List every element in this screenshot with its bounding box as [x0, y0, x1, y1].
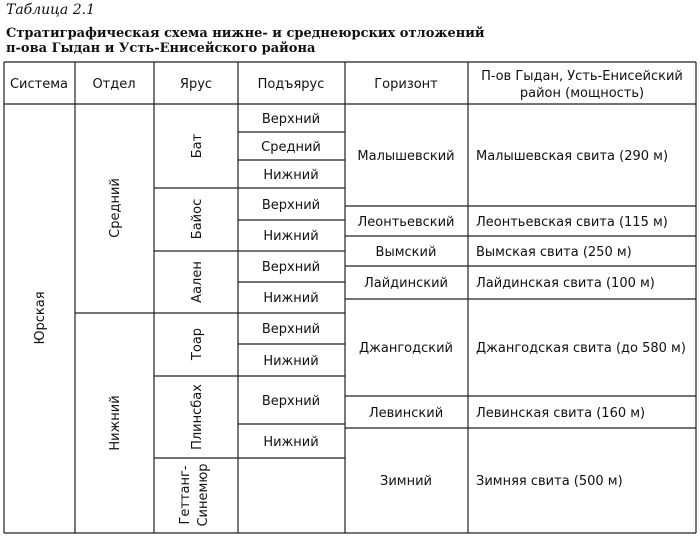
header-horizon: Горизонт	[374, 77, 438, 92]
substage-bat-middle: Средний	[261, 140, 321, 155]
horizon-zimny: Зимний	[380, 474, 432, 489]
header-region-line-2: район (мощность)	[519, 86, 645, 101]
header-substage: Подъярус	[257, 77, 325, 92]
horizon-laidinsky: Лайдинский	[363, 276, 449, 291]
suite-vymsky: Вымская свита (250 м)	[476, 245, 632, 260]
substage-bajos-lower: Нижний	[263, 229, 319, 244]
division-middle: Средний	[108, 178, 123, 238]
substage-aalen-upper: Верхний	[261, 260, 321, 275]
table-caption: Таблица 2.1	[6, 2, 95, 18]
header-division: Отдел	[92, 77, 136, 92]
substage-bajos-upper: Верхний	[261, 198, 321, 213]
stage-bat: Бат	[190, 133, 205, 159]
stage-plinsbakh: Плинсбах	[190, 384, 205, 450]
stage-gettang-line-1: Геттанг-	[178, 465, 193, 525]
substage-toar-lower: Нижний	[263, 354, 319, 369]
horizon-malyshevsky: Малышевский	[357, 149, 455, 164]
header-system: Система	[9, 77, 69, 92]
suite-zimny: Зимняя свита (500 м)	[476, 474, 623, 489]
substage-aalen-lower: Нижний	[263, 291, 319, 306]
horizon-dzhangodsky: Джангодский	[358, 341, 454, 356]
title-line-1: Стратиграфическая схема нижне- и среднеюрских отложений	[6, 26, 485, 41]
suite-malyshevsky: Малышевская свита (290 м)	[476, 149, 669, 164]
division-lower: Нижний	[108, 395, 123, 451]
suite-levinsky: Левинская свита (160 м)	[476, 406, 646, 421]
stage-gettang-line-2: Синемюр	[196, 463, 211, 527]
stage-bajos: Байос	[190, 198, 205, 240]
title-line-2: п-ова Гыдан и Усть-Енисейского района	[6, 41, 316, 56]
substage-toar-upper: Верхний	[261, 322, 321, 337]
suite-dzhangodsky: Джангодская свита (до 580 м)	[476, 341, 686, 356]
substage-plinsbakh-upper: Верхний	[261, 394, 321, 409]
suite-laidinsky: Лайдинская свита (100 м)	[476, 276, 655, 291]
stage-aalen: Аален	[190, 261, 205, 303]
substage-bat-upper: Верхний	[261, 112, 321, 127]
horizon-vymsky: Вымский	[375, 245, 437, 260]
substage-plinsbakh-lower: Нижний	[263, 435, 319, 450]
header-stage: Ярус	[179, 77, 213, 92]
header-region-line-1: П-ов Гыдан, Усть-Енисейский	[481, 69, 683, 84]
stage-toar: Тоар	[190, 327, 205, 361]
horizon-levinsky: Левинский	[368, 406, 444, 421]
system-jurassic: Юрская	[33, 291, 48, 345]
horizon-leontievsky: Леонтьевский	[357, 215, 455, 230]
substage-bat-lower: Нижний	[263, 168, 319, 183]
suite-leontievsky: Леонтьевская свита (115 м)	[476, 215, 668, 230]
